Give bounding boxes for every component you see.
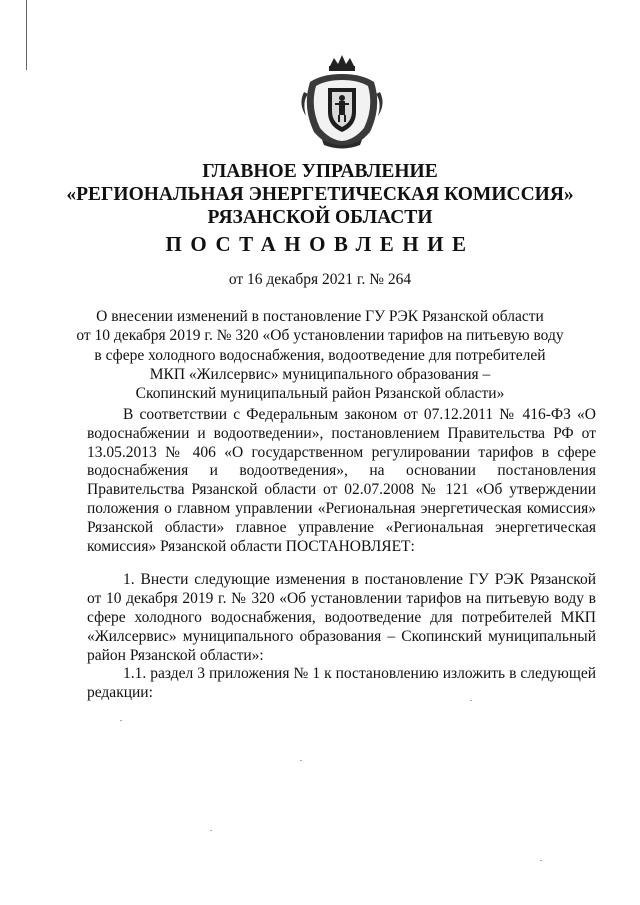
subject-line-3: в сфере холодного водоснабжения, водоотведение для потребителей <box>94 346 546 364</box>
scan-speck <box>120 720 122 721</box>
document-type-heading: ПОСТАНОВЛЕНИЕ <box>165 232 475 256</box>
subject-line-4: МКП «Жилсервис» муниципального образования – <box>149 365 491 383</box>
organization-title-line-3: РЯЗАНСКОЙ ОБЛАСТИ <box>207 207 433 228</box>
scan-speck <box>470 700 472 701</box>
scan-margin-line <box>26 0 27 70</box>
organization-title-line-2: «РЕГИОНАЛЬНАЯ ЭНЕРГЕТИЧЕСКАЯ КОМИССИЯ» <box>66 184 574 205</box>
item-1-1-paragraph: 1.1. раздел 3 приложения № 1 к постановлению изложить в следующей редакции: <box>87 665 596 702</box>
preamble-paragraph: В соответствии с Федеральным законом от 07.12.2011 № 416-ФЗ «О водоснабжении и водоотведении», постановлением Правительства РФ от 13.05.2013 № 406 «О государственном регулировании тарифов в сфере водоснабжения и водоотведения», на основании постановления Правительства Рязанской области от 02.07.2008 № 121 «Об утверждении положения о главном управлении «Региональная энергетическая комиссия» Рязанской области» главное управление «Региональная энергетическая комиссия» Рязанской области ПОСТАНОВЛЯЕТ: <box>87 406 596 555</box>
item-1-paragraph: 1. Внести следующие изменения в постановление ГУ РЭК Рязанской от 10 декабря 2019 г. № 320 «Об установлении тарифов на питьевую воду в сфере холодного водоснабжения, водоотведение для потребителей МКП «Жилсервис» муниципального образования – Скопинский муниципальный район Рязанской области»: <box>87 571 596 664</box>
document-subject <box>60 307 580 403</box>
subject-line-1: О внесении изменений в постановление ГУ РЭК Рязанской области <box>96 308 544 325</box>
subject-line-2: от 10 декабря 2019 г. № 320 «Об установлении тарифов на питьевую воду <box>76 327 564 345</box>
organization-title-line-1: ГЛАВНОЕ УПРАВЛЕНИЕ <box>202 161 438 182</box>
document-body <box>87 406 596 703</box>
organization-title <box>40 160 600 229</box>
coat-of-arms-emblem <box>292 52 392 152</box>
scan-speck <box>540 860 542 861</box>
subject-line-5: Скопинский муниципальный район Рязанской области» <box>135 385 505 403</box>
scan-speck <box>300 760 302 761</box>
scan-speck <box>210 830 212 831</box>
document-date-number: от 16 декабря 2021 г. № 264 <box>228 271 412 288</box>
